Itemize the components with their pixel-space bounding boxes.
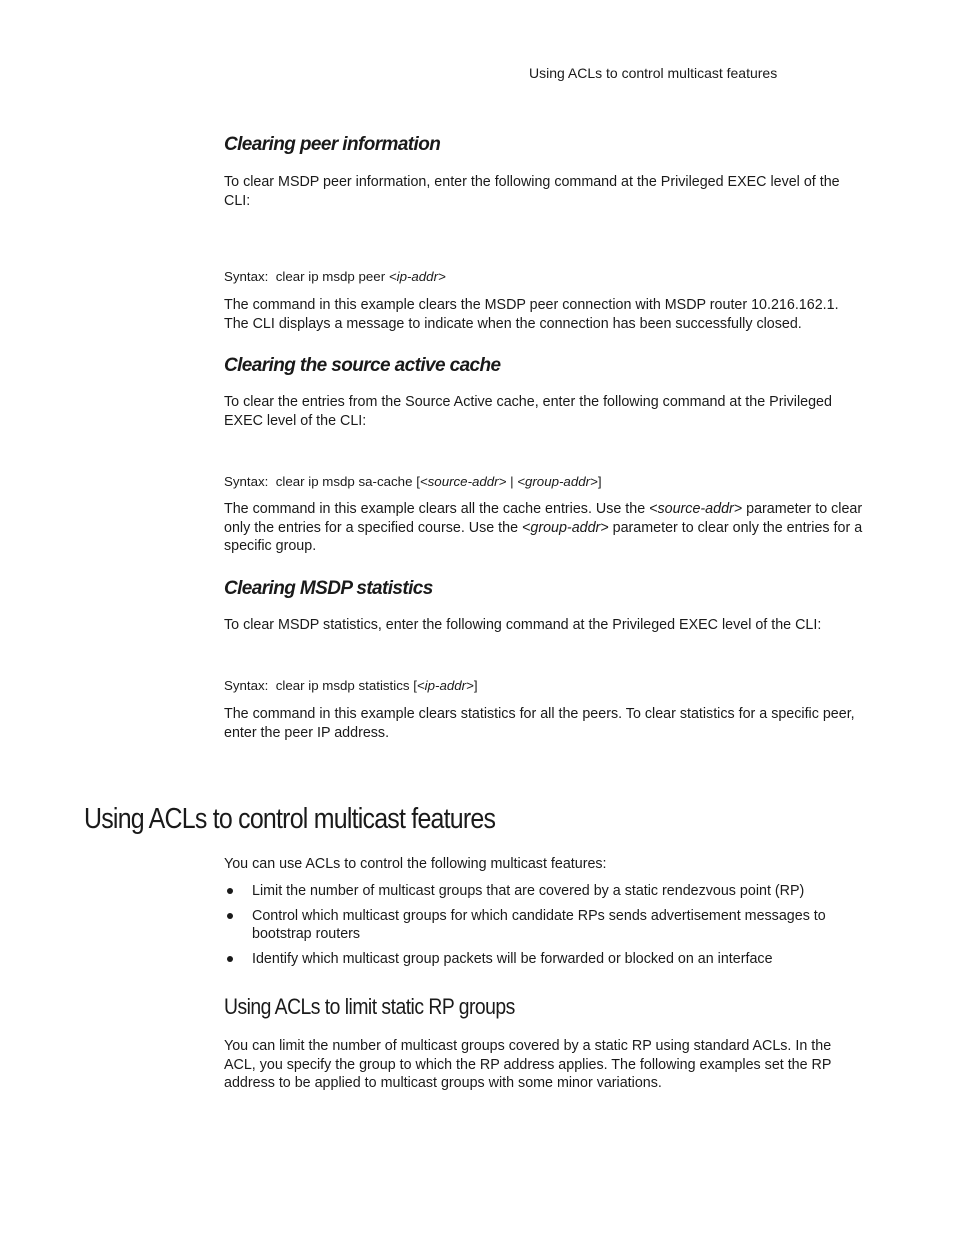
section-heading-clearing-stats: Clearing MSDP statistics <box>224 578 433 599</box>
description-text: parameter to clear only the entries for a specific group. <box>224 519 863 555</box>
syntax-command: clear ip msdp sa-cache <box>275 474 413 489</box>
list-item-text: Control which multicast groups for which candidate RPs sends advertisement messages to bootstrap routers <box>252 907 826 943</box>
syntax-param: <ip-addr> <box>388 269 446 284</box>
description-param: <group-addr> <box>522 519 609 536</box>
syntax-line <box>224 678 478 693</box>
description-param: <source-addr> <box>649 501 743 517</box>
feature-list <box>224 882 864 974</box>
description-text: parameter to clear only the entries for a specified course. Use the <box>224 501 863 536</box>
sub-paragraph: You can limit the number of multicast groups covered by a static RP using standard ACLs. In the ACL, you specify the group to which the RP address applies. The following examples set the RP address to be applied to multicast groups with some minor variations. <box>224 1038 832 1092</box>
list-item-text: Identify which multicast group packets will be forwarded or blocked on an interface <box>252 950 773 967</box>
syntax-separator: | <box>506 474 518 489</box>
syntax-label: Syntax: <box>224 678 269 693</box>
bullet-icon <box>227 913 233 919</box>
section-intro: To clear MSDP peer information, enter the following command at the Privileged EXEC level of the CLI: <box>224 174 840 209</box>
syntax-command: clear ip msdp peer <box>275 269 386 284</box>
syntax-bracket-close: ] <box>473 678 478 693</box>
syntax-label: Syntax: <box>224 269 269 284</box>
syntax-param-group: <group-addr> <box>517 474 598 489</box>
list-item <box>224 882 864 901</box>
section-heading-clearing-sa-cache: Clearing the source active cache <box>224 355 501 376</box>
main-heading: Using ACLs to control multicast features <box>84 803 496 835</box>
syntax-bracket-close: ] <box>597 474 602 489</box>
running-head: Using ACLs to control multicast features <box>529 65 778 81</box>
syntax-param-source: <source-addr> <box>419 474 507 489</box>
main-intro: You can use ACLs to control the following multicast features: <box>224 856 607 872</box>
syntax-command: clear ip msdp statistics <box>275 678 410 693</box>
bullet-icon <box>227 956 233 962</box>
syntax-line <box>224 269 446 284</box>
description-text: The command in this example clears all the cache entries. Use the <box>224 501 650 517</box>
list-item-text: Limit the number of multicast groups that are covered by a static rendezvous point (RP) <box>252 883 805 899</box>
section-intro: To clear MSDP statistics, enter the following command at the Privileged EXEC level of the CLI: <box>224 617 822 633</box>
section-description: The command in this example clears statistics for all the peers. To clear statistics for a specific peer, enter the peer IP address. <box>224 706 855 741</box>
section-intro: To clear the entries from the Source Active cache, enter the following command at the Privileged EXEC level of the CLI: <box>224 394 832 429</box>
sub-heading: Using ACLs to limit static RP groups <box>224 994 515 1019</box>
syntax-param: <ip-addr> <box>416 678 474 693</box>
syntax-bracket-open: [ <box>416 474 420 489</box>
bullet-icon <box>227 888 233 894</box>
syntax-line <box>224 474 602 489</box>
section-description: The command in this example clears the MSDP peer connection with MSDP router 10.216.162.1. The CLI displays a message to indicate when the connection has been successfully closed. <box>224 297 839 332</box>
list-item <box>224 907 864 944</box>
section-description <box>224 500 864 556</box>
syntax-bracket-open: [ <box>413 678 417 693</box>
list-item <box>224 950 864 969</box>
syntax-label: Syntax: <box>224 474 269 489</box>
section-heading-clearing-peer: Clearing peer information <box>224 134 441 155</box>
